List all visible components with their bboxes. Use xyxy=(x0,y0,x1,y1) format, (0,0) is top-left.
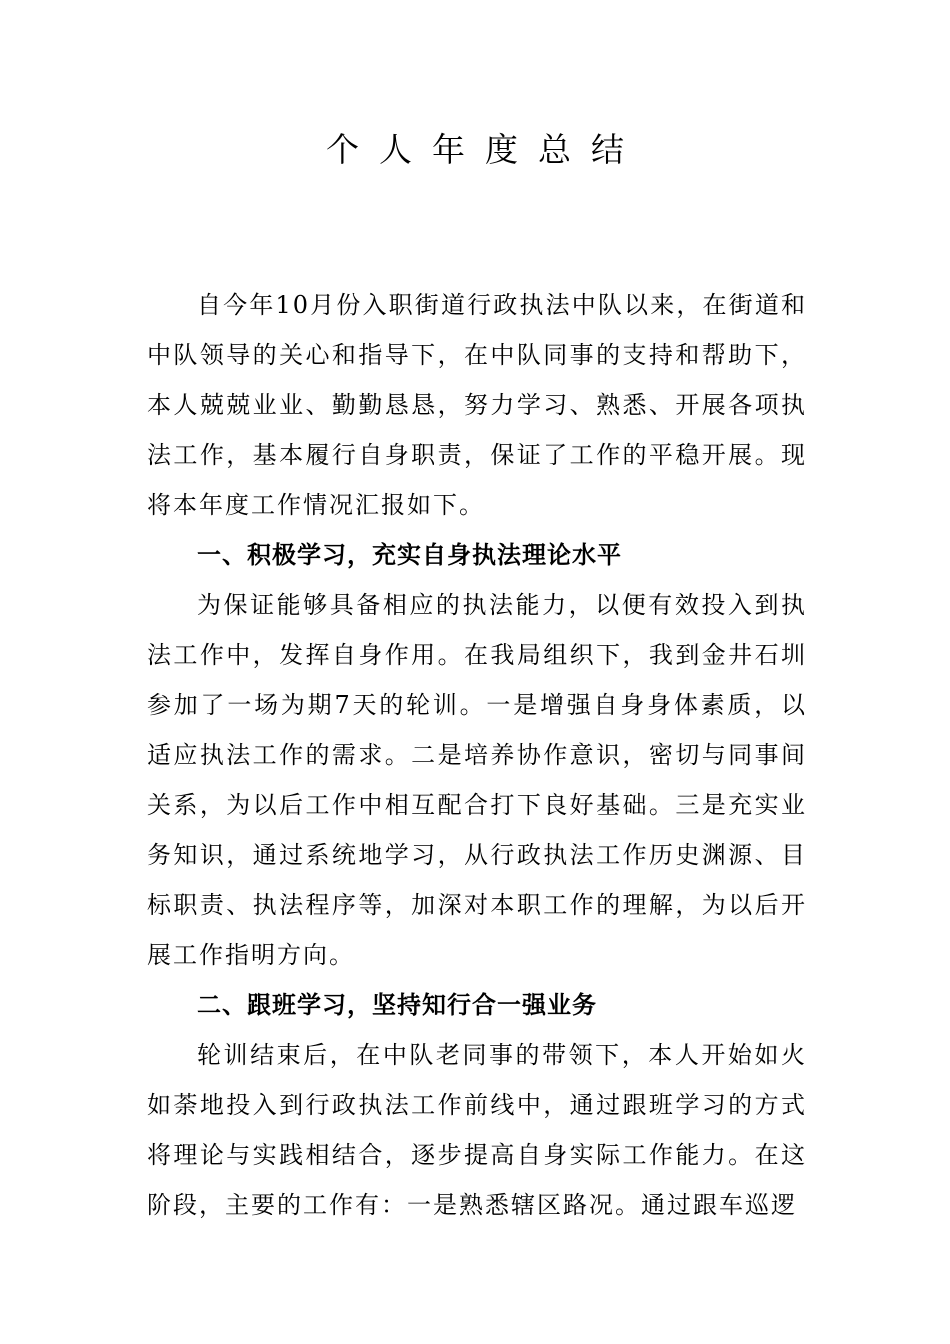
section-heading-2: 二、跟班学习，坚持知行合一强业务 xyxy=(197,991,597,1019)
section-1-paragraph: 为保证能够具备相应的执法能力，以便有效投入到执法工作中，发挥自身作用。在我局组织下，我到金井石圳参加了一场为期7天的轮训。一是增强自身身体素质，以适应执法工作的需求。二是培养协作意识，密切与同事间关系，为以后工作中相互配合打下良好基础。三是充实业务知识，通过系统地学习，从行政执法工作历史渊源、目标职责、执法程序等，加深对本职工作的理解，为以后开展工作指明方向。 xyxy=(147,591,807,969)
document-body xyxy=(147,280,807,1230)
section-2-paragraph: 轮训结束后，在中队老同事的带领下，本人开始如火如荼地投入到行政执法工作前线中，通过跟班学习的方式将理论与实践相结合，逐步提高自身实际工作能力。在这阶段，主要的工作有：一是熟悉辖区路况。通过跟车巡逻 xyxy=(147,1041,807,1219)
intro-paragraph: 自今年10月份入职街道行政执法中队以来，在街道和中队领导的关心和指导下，在中队同事的支持和帮助下，本人兢兢业业、勤勤恳恳，努力学习、熟悉、开展各项执法工作，基本履行自身职责，保证了工作的平稳开展。现将本年度工作情况汇报如下。 xyxy=(147,291,807,519)
section-heading-1: 一、积极学习，充实自身执法理论水平 xyxy=(197,541,622,569)
document-title: 个人年度总结 xyxy=(326,130,644,169)
